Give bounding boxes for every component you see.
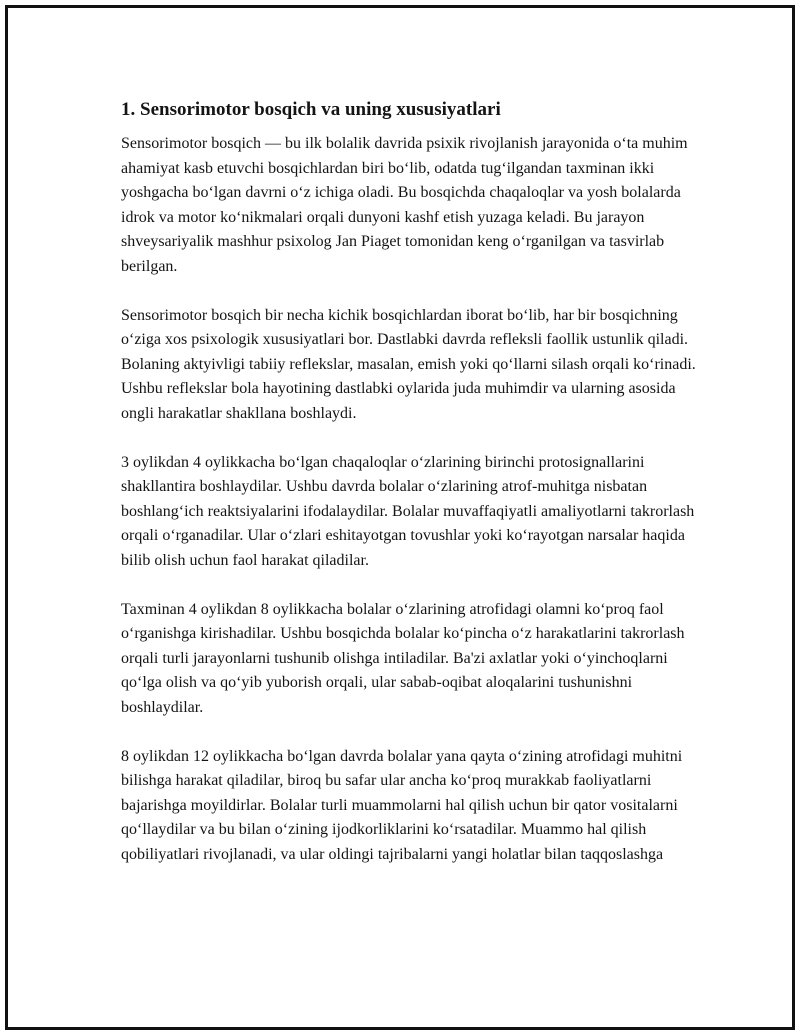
paragraph-2: Sensorimotor bosqich bir necha kichik bosqichlardan iborat bo‘lib, har bir bosqichning o‘ziga xos psixologik xususiyatlari bor. Dastlabki davrda refleksli faollik ustunlik qiladi. Bolaning aktyivligi tabiiy reflekslar, masalan, emish yoki qo‘llarni silash orqali ko‘rinadi. Ushbu reflekslar bola hayotining dastlabki oylarida juda muhimdir va ularning asosida ongli harakatlar shakllana boshlaydi.	[121, 306, 696, 422]
paragraph-1: Sensorimotor bosqich — bu ilk bolalik davrida psixik rivojlanish jarayonida o‘ta muhim ahamiyat kasb etuvchi bosqichlardan biri bo‘lib, odatda tug‘ilgandan taxminan ikki yoshgacha bo‘lgan davrni o‘z ichiga oladi. Bu bosqichda chaqaloqlar va yosh bolalarda idrok va motor ko‘nikmalari orqali dunyoni kashf etish yuzaga keladi. Bu jarayon shveysariyalik mashhur psixolog Jan Piaget tomonidan keng o‘rganilgan va tasvirlab berilgan.	[121, 135, 688, 275]
document-body	[121, 98, 696, 892]
page-frame	[5, 5, 795, 1030]
section-title: 1. Sensorimotor bosqich va uning xususiyatlari	[121, 99, 501, 120]
paragraph-5: 8 oylikdan 12 oylikkacha bo‘lgan davrda bolalar yana qayta o‘zining atrofidagi muhitni bilishga harakat qiladilar, biroq bu safar ular ancha ko‘proq murakkab faoliyatlarni bajarishga moyildirlar. Bolalar turli muammolarni hal qilish uchun bir qator vositalarni qo‘llaydilar va bu bilan o‘zining ijodkorliklarini ko‘rsatadilar. Muammo hal qilish qobiliyatlari rivojlanadi, va ular oldingi tajribalarni yangi holatlar bilan taqqoslashga	[121, 747, 683, 863]
paragraph-3: 3 oylikdan 4 oylikkacha bo‘lgan chaqaloqlar o‘zlarining birinchi protosignallarini shakllantira boshlaydilar. Ushbu davrda bolalar o‘zlarining atrof-muhitga nisbatan boshlang‘ich reaktsiyalarini ifodalaydilar. Bolalar muvaffaqiyatli amaliyotlarni takrorlash orqali o‘rganadilar. Ular o‘zlari eshitayotgan tovushlar yoki ko‘rayotgan narsalar haqida bilib olish uchun faol harakat qiladilar.	[121, 453, 695, 569]
paragraph-4: Taxminan 4 oylikdan 8 oylikkacha bolalar o‘zlarining atrofidagi olamni ko‘proq faol o‘rganishga kirishadilar. Ushbu bosqichda bolalar ko‘pincha o‘z harakatlarini takrorlash orqali turli jarayonlarni tushunib olishga intiladilar. Ba'zi axlatlar yoki o‘yinchoqlarni qo‘lga olish va qo‘yib yuborish orqali, ular sabab-oqibat aloqalarini tushunishni boshlaydilar.	[121, 600, 685, 716]
